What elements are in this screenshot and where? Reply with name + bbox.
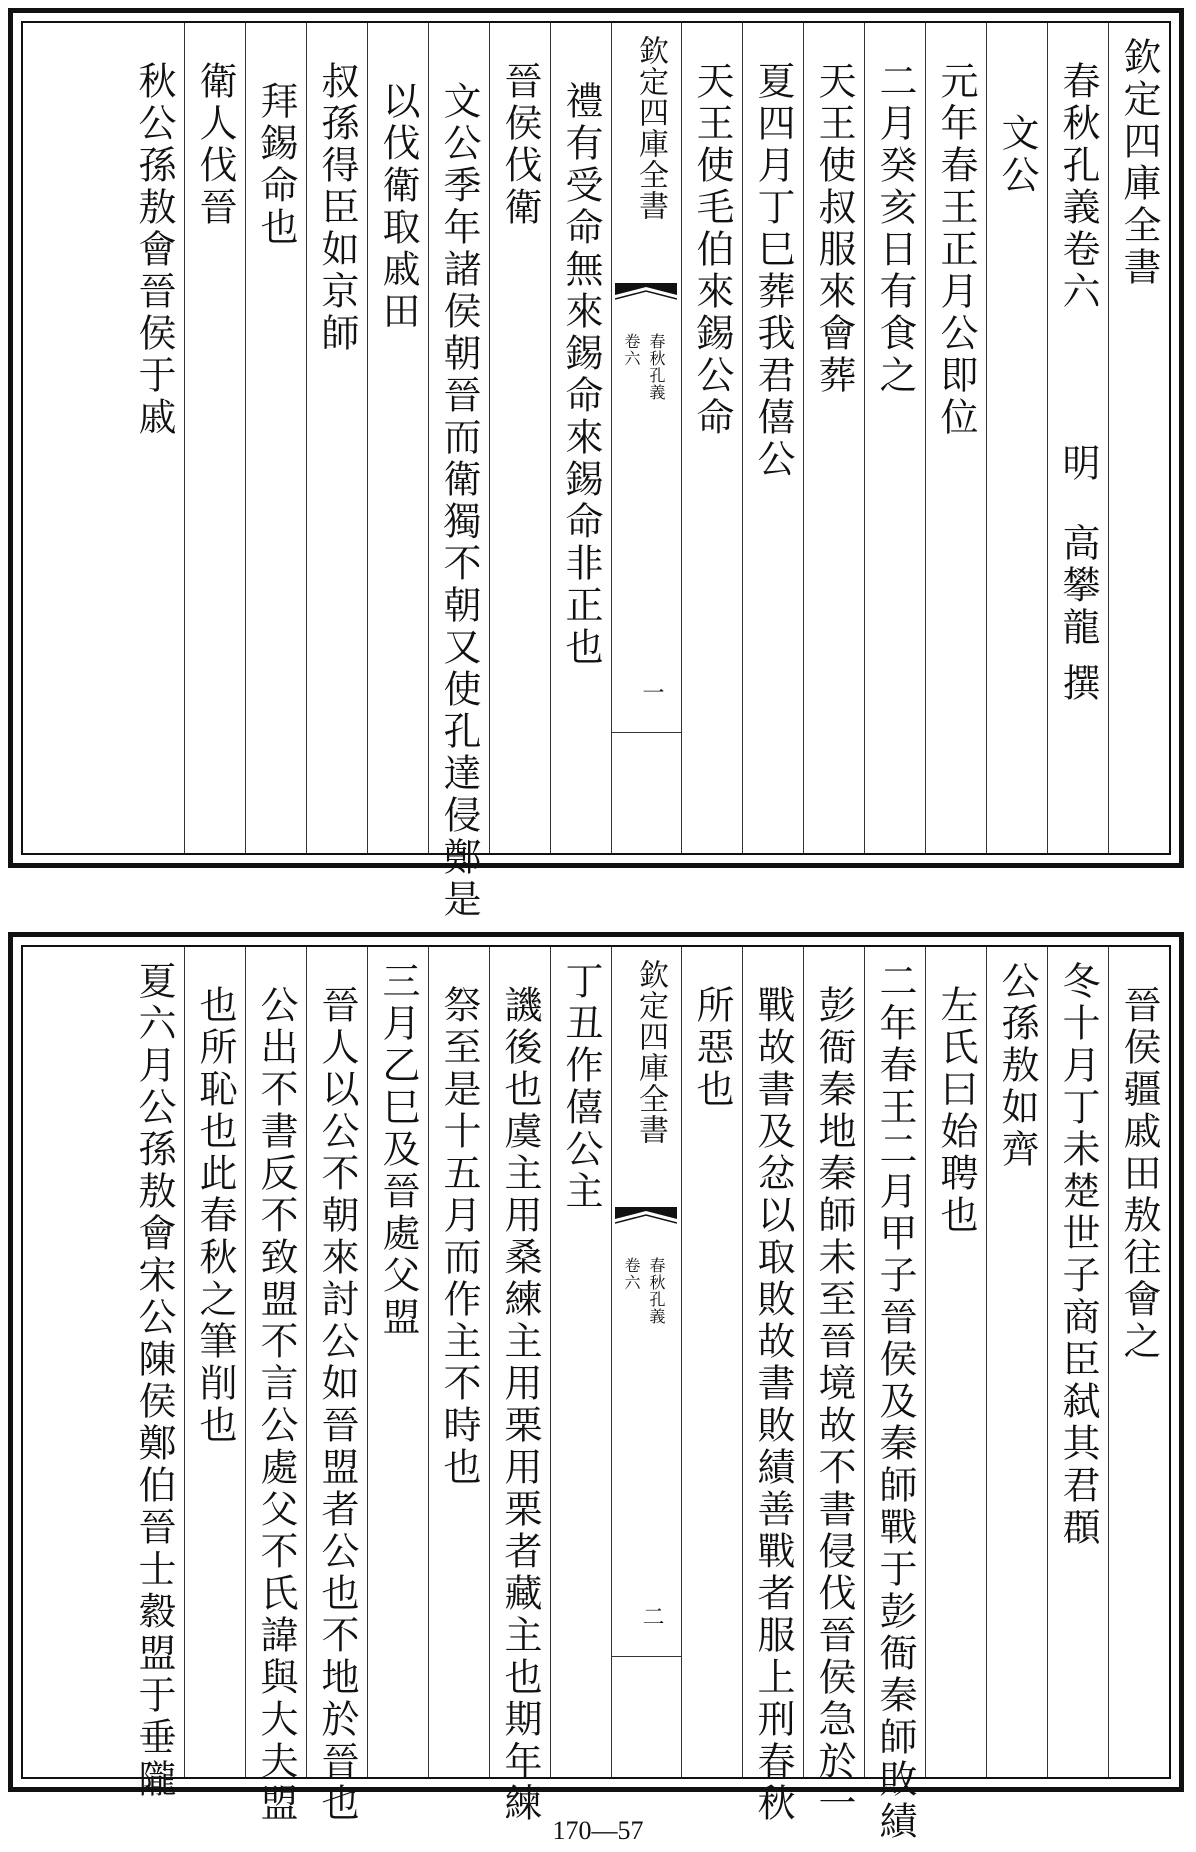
p1-col-6 [803, 23, 864, 853]
p2-text-7: 戰故書及忿以取敗故書敗績善戰者服上刑春秋 [751, 985, 795, 1825]
p1-col-8 [681, 23, 742, 853]
p2-text-16: 夏六月公孫敖會宋公陳侯鄭伯晉士縠盟于垂隴 [132, 961, 176, 1801]
p1-subtitle-volume: 卷六 [622, 333, 641, 367]
fish-tail-icon [615, 1207, 677, 1237]
p2-col-10 [489, 947, 550, 1825]
p1-center-rule [612, 732, 681, 733]
p1-text-2: 春秋孔義卷六 [1056, 61, 1100, 313]
author-name: 高攀龍 [1056, 523, 1100, 649]
p2-col-9 [550, 947, 611, 1777]
p2-text-4: 左氏曰始聘也 [934, 985, 978, 1237]
p1-text-10: 晉侯伐衛 [498, 61, 542, 229]
p2-col-13 [306, 947, 367, 1825]
p1-page-number: 一 [639, 681, 664, 703]
p2-text-1: 晉侯疆戚田敖往會之 [1117, 985, 1161, 1363]
p2-col-2 [1047, 947, 1108, 1777]
p2-subtitle-volume: 卷六 [622, 1257, 641, 1291]
p2-center-subtitle [620, 1257, 668, 1325]
p2-text-10: 譏後也虞主用桑練主用栗用栗者藏主也期年練 [498, 985, 542, 1825]
p2-col-14 [245, 947, 306, 1825]
p2-subtitle-book: 春秋孔義 [647, 1257, 666, 1325]
p2-text-12: 三月乙巳及晉處父盟 [376, 961, 420, 1339]
p2-col-7 [742, 947, 803, 1825]
p1-subtitle-book: 春秋孔義 [647, 333, 666, 401]
p2-col-5 [864, 947, 925, 1843]
p2-text-11: 祭至是十五月而作主不時也 [437, 985, 481, 1489]
page-1 [8, 8, 1184, 921]
p1-col-5 [864, 23, 925, 853]
p1-col-3 [986, 23, 1047, 853]
p1-col-14 [245, 23, 306, 853]
author-role: 撰 [1056, 663, 1100, 705]
page-1-frame [21, 21, 1171, 921]
p1-text-13: 叔孫得臣如京師 [315, 61, 359, 355]
p1-col-2 [1047, 23, 1108, 853]
p1-center-column [611, 23, 681, 853]
p1-col-16 [123, 23, 184, 853]
p2-col-11 [428, 947, 489, 1777]
p2-col-16 [123, 947, 184, 1801]
p2-page-number: 二 [639, 1605, 664, 1627]
p1-text-9: 禮有受命無來錫命來錫命非正也 [559, 81, 603, 669]
p2-col-12 [367, 947, 428, 1777]
p1-text-7: 夏四月丁巳葬我君僖公 [751, 61, 795, 481]
p1-col-10 [489, 23, 550, 853]
p1-text-14: 拜錫命也 [254, 81, 298, 249]
p1-text-11: 文公季年諸侯朝晉而衛獨不朝又使孔達侵鄭是 [437, 81, 481, 921]
p1-text-3: 文公 [995, 113, 1039, 197]
p2-text-9: 丁丑作僖公主 [559, 961, 603, 1213]
p2-col-15 [184, 947, 245, 1777]
p1-col-15 [184, 23, 245, 853]
p1-text-4: 元年春王正月公即位 [934, 61, 978, 439]
p1-text-16: 秋公孫敖會晉侯于戚 [132, 61, 176, 439]
p2-col-4 [925, 947, 986, 1777]
p2-col-6 [803, 947, 864, 1825]
p1-col-9 [550, 23, 611, 853]
p1-col-1 [1108, 23, 1169, 853]
p1-text-8: 天王使毛伯來錫公命 [690, 61, 734, 439]
p1-col-12 [367, 23, 428, 853]
p2-text-3: 公孫敖如齊 [995, 961, 1039, 1171]
p2-center-rule [612, 1656, 681, 1657]
p2-col-1 [1108, 947, 1169, 1777]
p1-text-1: 欽定四庫全書 [1117, 37, 1161, 289]
p1-text-12: 以伐衛取戚田 [376, 81, 420, 333]
p1-col-13 [306, 23, 367, 853]
p1-col-7 [742, 23, 803, 853]
p2-text-14: 公出不書反不致盟不言公處父不氏諱與大夫盟 [254, 985, 298, 1825]
p2-text-8: 所惡也 [690, 985, 734, 1111]
p2-text-15: 也所恥也此春秋之筆削也 [193, 985, 237, 1447]
p2-col-3 [986, 947, 1047, 1777]
fish-tail-icon [615, 283, 677, 313]
p1-col-4 [925, 23, 986, 853]
p2-col-8 [681, 947, 742, 1777]
p2-center-column [611, 947, 681, 1777]
p1-col-11 [428, 23, 489, 921]
p2-text-2: 冬十月丁未楚世子商臣弑其君頵 [1056, 961, 1100, 1549]
page-footer-number: 170—57 [552, 1816, 644, 1845]
p2-text-6: 彭衙秦地秦師未至晉境故不書侵伐晉侯急於一 [812, 985, 856, 1825]
author-dynasty: 明 [1056, 443, 1100, 485]
p2-text-5: 二年春王二月甲子晉侯及秦師戰于彭衙秦師敗績 [873, 961, 917, 1843]
p1-text-6: 天王使叔服來會葬 [812, 61, 856, 397]
p1-center-title: 欽定四庫全書 [633, 35, 668, 221]
p2-text-13: 晉人以公不朝來討公如晉盟者公也不地於晉也 [315, 985, 359, 1825]
p2-center-title: 欽定四庫全書 [633, 959, 668, 1145]
p1-text-5: 二月癸亥日有食之 [873, 61, 917, 397]
p1-center-subtitle [620, 333, 668, 401]
p1-text-15: 衛人伐晉 [193, 61, 237, 229]
